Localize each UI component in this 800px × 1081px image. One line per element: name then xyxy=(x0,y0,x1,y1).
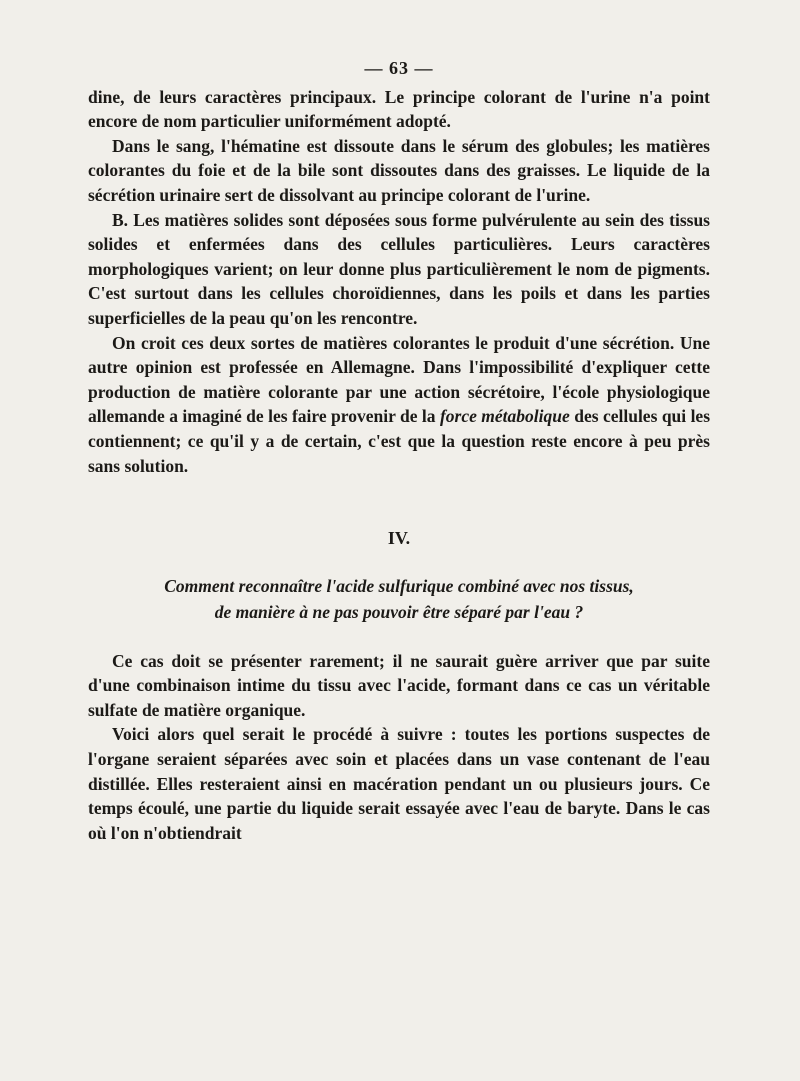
section-title xyxy=(88,573,710,625)
italic-term-force-metabolique: force métabolique xyxy=(439,406,570,427)
page-number: — 63 — xyxy=(364,58,434,78)
book-page xyxy=(88,56,710,845)
section-number: IV. xyxy=(387,528,411,549)
section-title-line-2: de manière à ne pas pouvoir être séparé par l'eau ? xyxy=(214,601,584,622)
paragraph-blood-colorants: Dans le sang, l'hématine est dissoute dans le sérum des globules; les matières colorantes du foie et de la bile sont dissoutes dans des graisses. Le liquide de la sécrétion urinaire sert de dissolvant au principe colorant de l'urine. xyxy=(88,135,710,205)
paragraph-metabolic-force xyxy=(88,331,710,479)
paragraph-continuation: dine, de leurs caractères principaux. Le principe colorant de l'urine n'a point encore de nom particulier uniformément adopté. xyxy=(88,86,710,132)
paragraph-solid-pigments: B. Les matières solides sont déposées sous forme pulvérulente au sein des tissus solides et enfermées dans des cellules particulières. Leurs caractères morphologiques varient; on leur donne plus particulièrement le nom de pigments. C'est surtout dans les cellules choroïdiennes, dans les poils et dans les parties superficielles de la peau qu'on les rencontre. xyxy=(88,209,710,328)
paragraph-metabolic-force-text-end: des cellules qui les contiennent; ce qu'il y a de certain, c'est que la question reste encore à peu près sans solution. xyxy=(88,406,711,476)
section-title-line-1: Comment reconnaître l'acide sulfurique combiné avec nos tissus, xyxy=(164,575,634,596)
paragraph-rare-case: Ce cas doit se présenter rarement; il ne saurait guère arriver que par suite d'une combinaison intime du tissu avec l'acide, formant dans ce cas un véritable sulfate de matière organique. xyxy=(88,650,710,720)
paragraph-procedure: Voici alors quel serait le procédé à suivre : toutes les portions suspectes de l'organe seraient séparées avec soin et placées dans un vase contenant de l'eau distillée. Elles resteraient ainsi en macération pendant un ou plusieurs jours. Ce temps écoulé, une partie du liquide serait essayée avec l'eau de baryte. Dans le cas où l'on n'obtiendrait xyxy=(88,724,710,843)
paragraph-metabolic-force-text-start: On croit ces deux sortes de matières colorantes le produit d'une sécrétion. Une autre opinion est professée en Allemagne. Dans l'impossibilité d'expliquer cette production de matière colorante par une action sécrétoire, l'école physiologique allemande a imaginé de les faire provenir de la xyxy=(88,332,710,427)
